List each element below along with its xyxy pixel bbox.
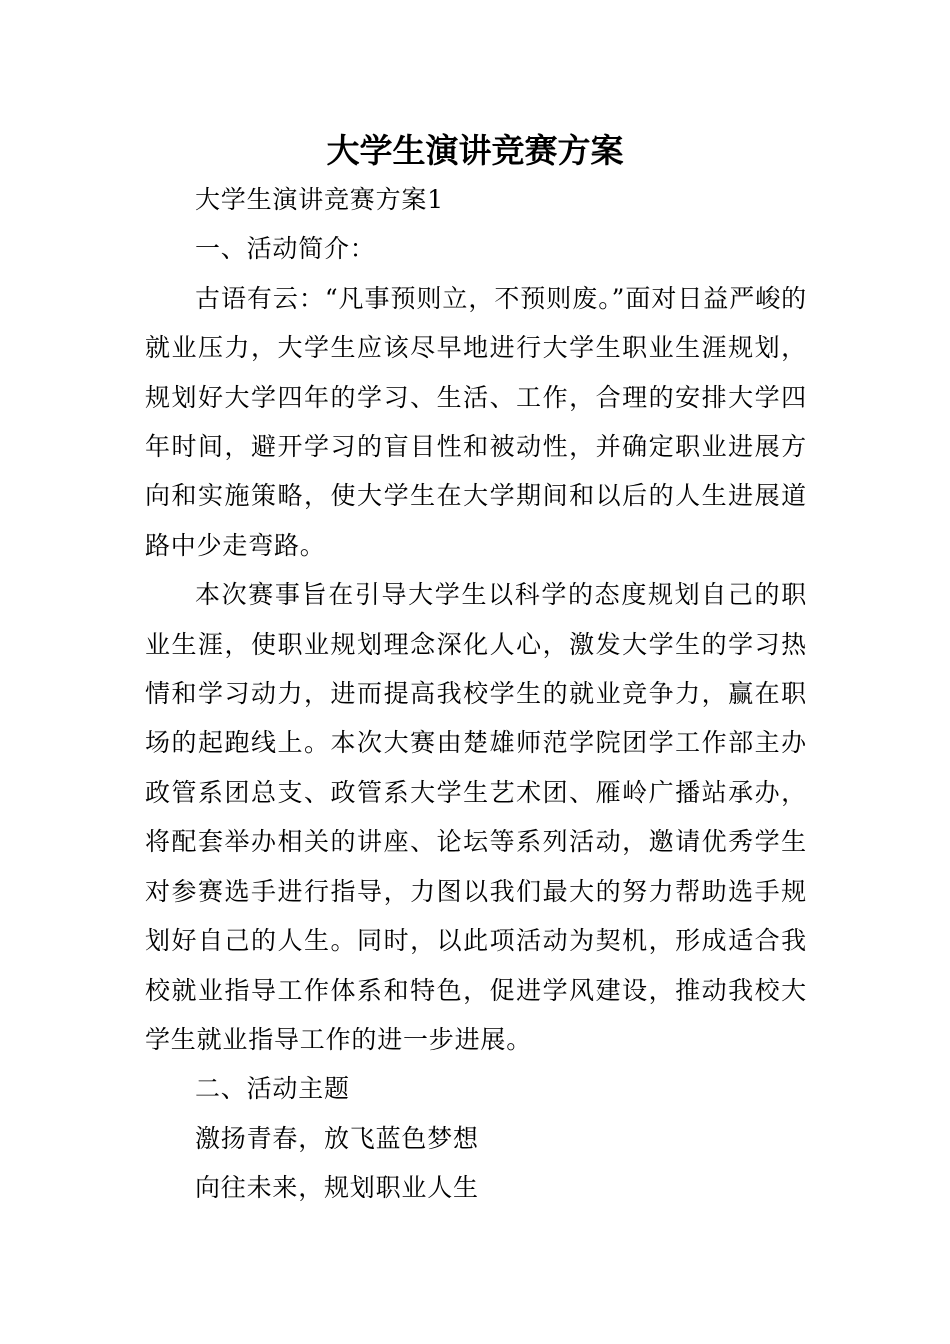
theme-line-1: 激扬青春，放飞蓝色梦想: [195, 1123, 479, 1153]
document-body: [145, 175, 807, 1213]
section-heading-theme: 二、活动主题: [195, 1074, 350, 1104]
document-title: 大学生演讲竞赛方案: [326, 131, 624, 170]
theme-line-2: 向往未来，规划职业人生: [195, 1173, 479, 1203]
paragraph-intro: 古语有云：“凡事预则立，不预则废。”面对日益严峻的就业压力，大学生应该尽早地进行大学生职业生涯规划，规划好大学四年的学习、生活、工作，合理的安排大学四年时间，避开学习的盲目性和被动性，并确定职业进展方向和实施策略，使大学生在大学期间和以后的人生进展道路中少走弯路。: [145, 283, 807, 560]
section-heading-plan: 大学生演讲竞赛方案1: [195, 185, 444, 214]
paragraph-event-purpose: 本次赛事旨在引导大学生以科学的态度规划自己的职业生涯，使职业规划理念深化人心，激发大学生的学习热情和学习动力，进而提高我校学生的就业竞争力，赢在职场的起跑线上。本次大赛由楚雄师范学院团学工作部主办政管系团总支、政管系大学生艺术团、雁岭广播站承办，将配套举办相关的讲座、论坛等系列活动，邀请优秀学生对参赛选手进行指导，力图以我们最大的努力帮助选手规划好自己的人生。同时，以此项活动为契机，形成适合我校就业指导工作体系和特色，促进学风建设，推动我校大学生就业指导工作的进一步进展。: [145, 580, 807, 1054]
section-heading-intro: 一、活动简介：: [195, 234, 376, 264]
